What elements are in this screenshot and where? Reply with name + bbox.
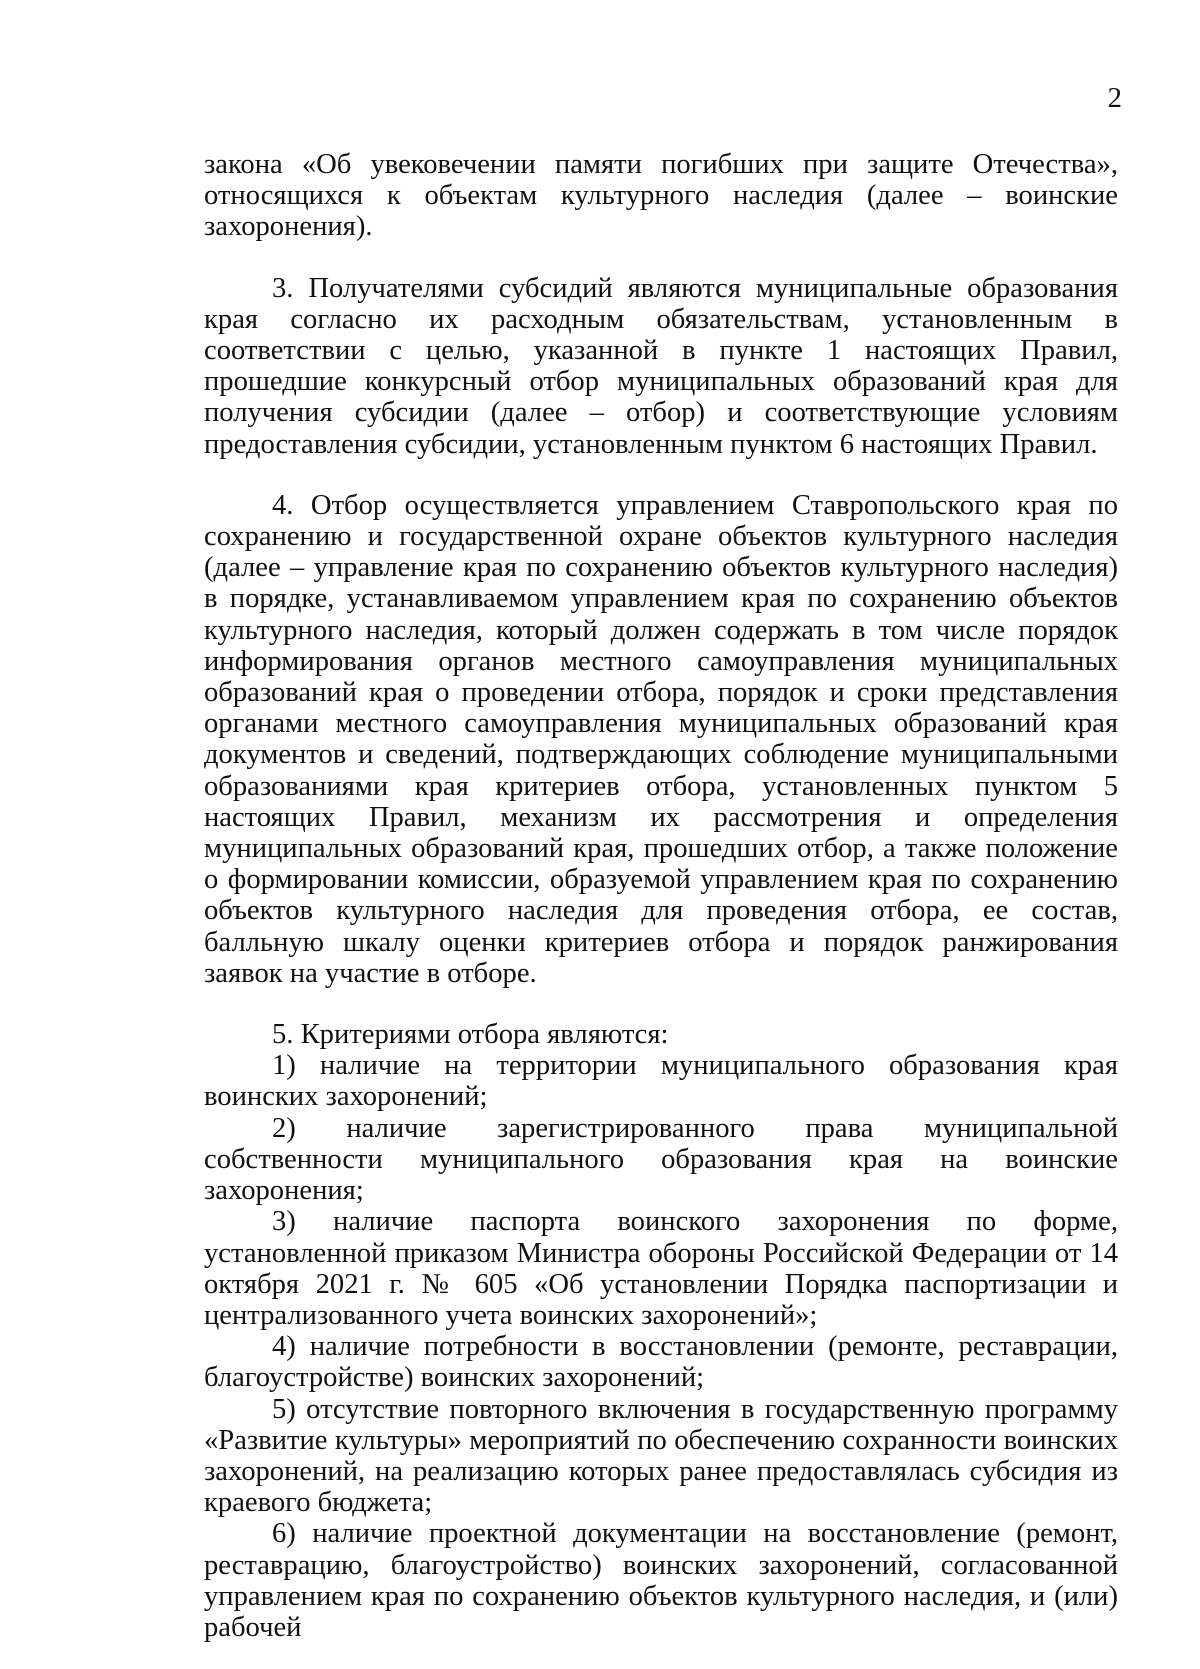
criteria-item-6: 6) наличие проектной документации на восстановление (ремонт, реставрацию, благоустройство) воинских захоронений, согласованной управлением края по сохранению объектов культурного наследия, и (или) рабочей <box>204 1518 1118 1643</box>
criteria-item-3: 3) наличие паспорта воинского захоронения по форме, установленной приказом Министра обороны Российской Федерации от 14 октября 2021 г. № 605 «Об установлении Порядка паспортизации и централизованного учета воинских захоронений»; <box>204 1206 1118 1331</box>
paragraph-4: 4. Отбор осуществляется управлением Ставропольского края по сохранению и государственной охране объектов культурного наследия (далее – управление края по сохранению объектов культурного наследия) в порядке, устанавливаемом управлением края по сохранению объектов культурного наследия, который должен содержать в том числе порядок информирования органов местного самоуправления муниципальных образований края о проведении отбора, порядок и сроки представления органами местного самоуправления муниципальных образований края документов и сведений, подтверждающих соблюдение муниципальными образованиями края критериев отбора, установленных пунктом 5 настоящих Правил, механизм их рассмотрения и определения муниципальных образований края, прошедших отбор, а также положение о формировании комиссии, образуемой управлением края по сохранению объектов культурного наследия для проведения отбора, ее состав, балльную шкалу оценки критериев отбора и порядок ранжирования заявок на участие в отборе. <box>204 489 1118 989</box>
page-number: 2 <box>1107 82 1122 114</box>
paragraph-continuation: закона «Об увековечении памяти погибших при защите Отечества», относящихся к объектам культурного наследия (далее – воинские захоронения). <box>204 149 1118 243</box>
criteria-item-1: 1) наличие на территории муниципального образования края воинских захоронений; <box>204 1050 1118 1113</box>
paragraph-5-heading: 5. Критериями отбора являются: <box>272 1019 669 1051</box>
document-body <box>204 149 1118 1643</box>
criteria-item-5: 5) отсутствие повторного включения в государственную программу «Развитие культуры» мероприятий по обеспечению сохранности воинских захоронений, на реализацию которых ранее предоставлялась субсидия из краевого бюджета; <box>204 1393 1118 1519</box>
paragraph-3: 3. Получателями субсидий являются муниципальные образования края согласно их расходным обязательствам, установленным в соответствии с целью, указанной в пункте 1 настоящих Правил, прошедшие конкурсный отбор муниципальных образований края для получения субсидии (далее – отбор) и соответствующие условиям предоставления субсидии, установленным пунктом 6 настоящих Правил. <box>204 272 1118 460</box>
criteria-item-4: 4) наличие потребности в восстановлении (ремонте, реставрации, благоустройстве) воинских захоронений; <box>204 1331 1118 1394</box>
criteria-item-2: 2) наличие зарегистрированного права муниципальной собственности муниципального образования края на воинские захоронения; <box>204 1112 1118 1207</box>
